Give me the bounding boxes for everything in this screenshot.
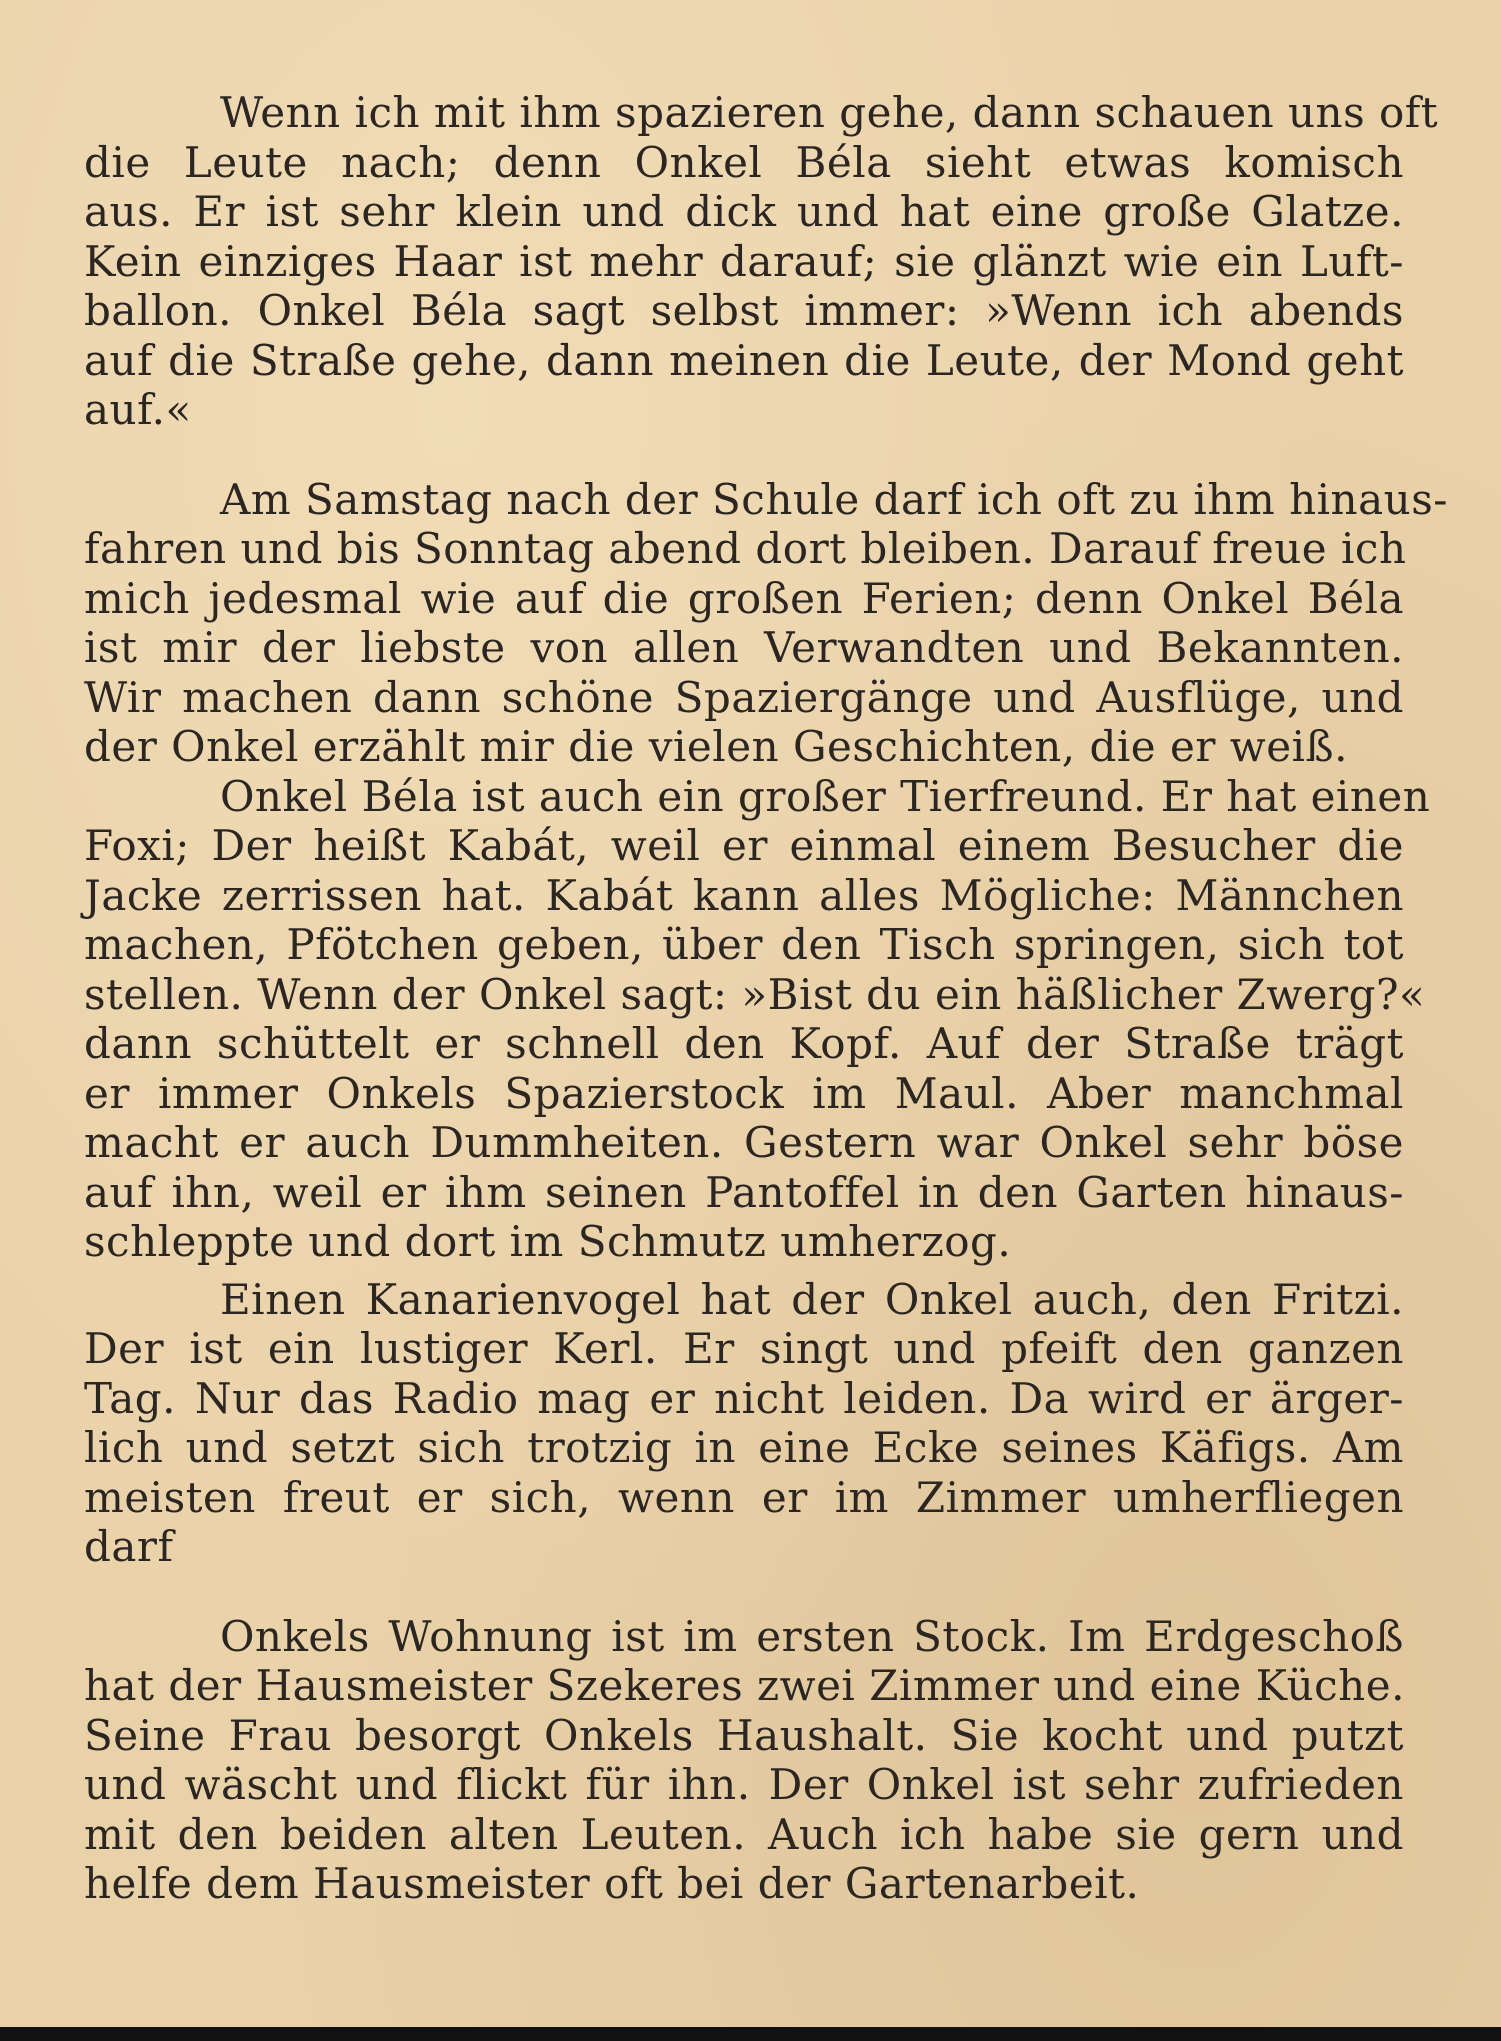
text-line: Am Samstag nach der Schule darf ich oft zu ihm hinaus- bbox=[220, 474, 1448, 524]
text-line: dann schüttelt er schnell den Kopf. Auf der Straße trägt bbox=[84, 1019, 1404, 1068]
paragraph-spacer bbox=[84, 1572, 1404, 1612]
text-line: Onkel Béla ist auch ein großer Tierfreund. Er hat einen bbox=[220, 771, 1431, 821]
text-line: darf bbox=[84, 1522, 174, 1571]
paragraph-4 bbox=[84, 1275, 1404, 1572]
paragraph-5 bbox=[84, 1612, 1404, 1909]
text-line: Einen Kanarienvogel hat der Onkel auch, den Fritzi. bbox=[220, 1274, 1404, 1324]
text-line: auf die Straße gehe, dann meinen die Leute, der Mond geht bbox=[84, 335, 1404, 385]
text-line: ballon. Onkel Béla sagt selbst immer: »Wenn ich abends bbox=[84, 286, 1404, 335]
text-line: Jacke zerrissen hat. Kabát kann alles Mögliche: Männchen bbox=[84, 870, 1404, 920]
page-bottom-edge bbox=[0, 2027, 1501, 2041]
text-line: ist mir der liebste von allen Verwandten und Bekannten. bbox=[84, 623, 1404, 672]
paragraph-spacer bbox=[84, 435, 1404, 475]
paragraph-3 bbox=[84, 771, 1431, 1267]
paragraph-1 bbox=[84, 88, 1439, 435]
paragraph-2 bbox=[84, 474, 1448, 772]
text-line: meisten freut er sich, wenn er im Zimmer umherfliegen bbox=[84, 1472, 1404, 1522]
text-line: stellen. Wenn der Onkel sagt: »Bist du ein häßlicher Zwerg?« bbox=[84, 969, 1426, 1019]
text-line: Tag. Nur das Radio mag er nicht leiden. Da wird er ärger- bbox=[84, 1373, 1404, 1423]
text-line: die Leute nach; denn Onkel Béla sieht etwas komisch bbox=[84, 137, 1404, 187]
paragraph-spacer bbox=[84, 1267, 1404, 1275]
text-line: und wäscht und flickt für ihn. Der Onkel ist sehr zufrieden bbox=[84, 1760, 1404, 1809]
text-line: macht er auch Dummheiten. Gestern war Onkel sehr böse bbox=[84, 1118, 1404, 1167]
text-line: fahren und bis Sonntag abend dort bleiben. Darauf freue ich bbox=[84, 524, 1407, 573]
text-line: Kein einziges Haar ist mehr darauf; sie glänzt wie ein Luft- bbox=[84, 236, 1404, 286]
text-line: der Onkel erzählt mir die vielen Geschichten, die er weiß. bbox=[84, 722, 1348, 771]
text-line: Onkels Wohnung ist im ersten Stock. Im Erdgeschoß bbox=[220, 1611, 1404, 1661]
text-line: Wenn ich mit ihm spazieren gehe, dann schauen uns oft bbox=[220, 88, 1439, 137]
text-line: machen, Pfötchen geben, über den Tisch springen, sich tot bbox=[84, 920, 1404, 969]
text-line: lich und setzt sich trotzig in eine Ecke seines Käfigs. Am bbox=[84, 1423, 1404, 1472]
text-line: Foxi; Der heißt Kabát, weil er einmal einem Besucher die bbox=[84, 821, 1404, 870]
text-line: Seine Frau besorgt Onkels Haushalt. Sie kocht und putzt bbox=[84, 1710, 1404, 1760]
text-line: hat der Hausmeister Szekeres zwei Zimmer und eine Küche. bbox=[84, 1661, 1405, 1710]
page-text bbox=[84, 88, 1448, 1909]
text-line: helfe dem Hausmeister oft bei der Gartenarbeit. bbox=[84, 1859, 1140, 1908]
text-line: schleppte und dort im Schmutz umherzog. bbox=[84, 1217, 1012, 1266]
text-line: auf.« bbox=[84, 385, 192, 434]
text-line: auf ihn, weil er ihm seinen Pantoffel in den Garten hinaus- bbox=[84, 1167, 1404, 1217]
text-line: mit den beiden alten Leuten. Auch ich habe sie gern und bbox=[84, 1809, 1404, 1859]
text-line: aus. Er ist sehr klein und dick und hat eine große Glatze. bbox=[84, 187, 1404, 236]
text-line: Der ist ein lustiger Kerl. Er singt und pfeift den ganzen bbox=[84, 1324, 1404, 1373]
text-line: Wir machen dann schöne Spaziergänge und Ausflüge, und bbox=[84, 672, 1404, 722]
text-line: mich jedesmal wie auf die großen Ferien; denn Onkel Béla bbox=[84, 573, 1404, 623]
text-line: er immer Onkels Spazierstock im Maul. Aber manchmal bbox=[84, 1068, 1404, 1118]
